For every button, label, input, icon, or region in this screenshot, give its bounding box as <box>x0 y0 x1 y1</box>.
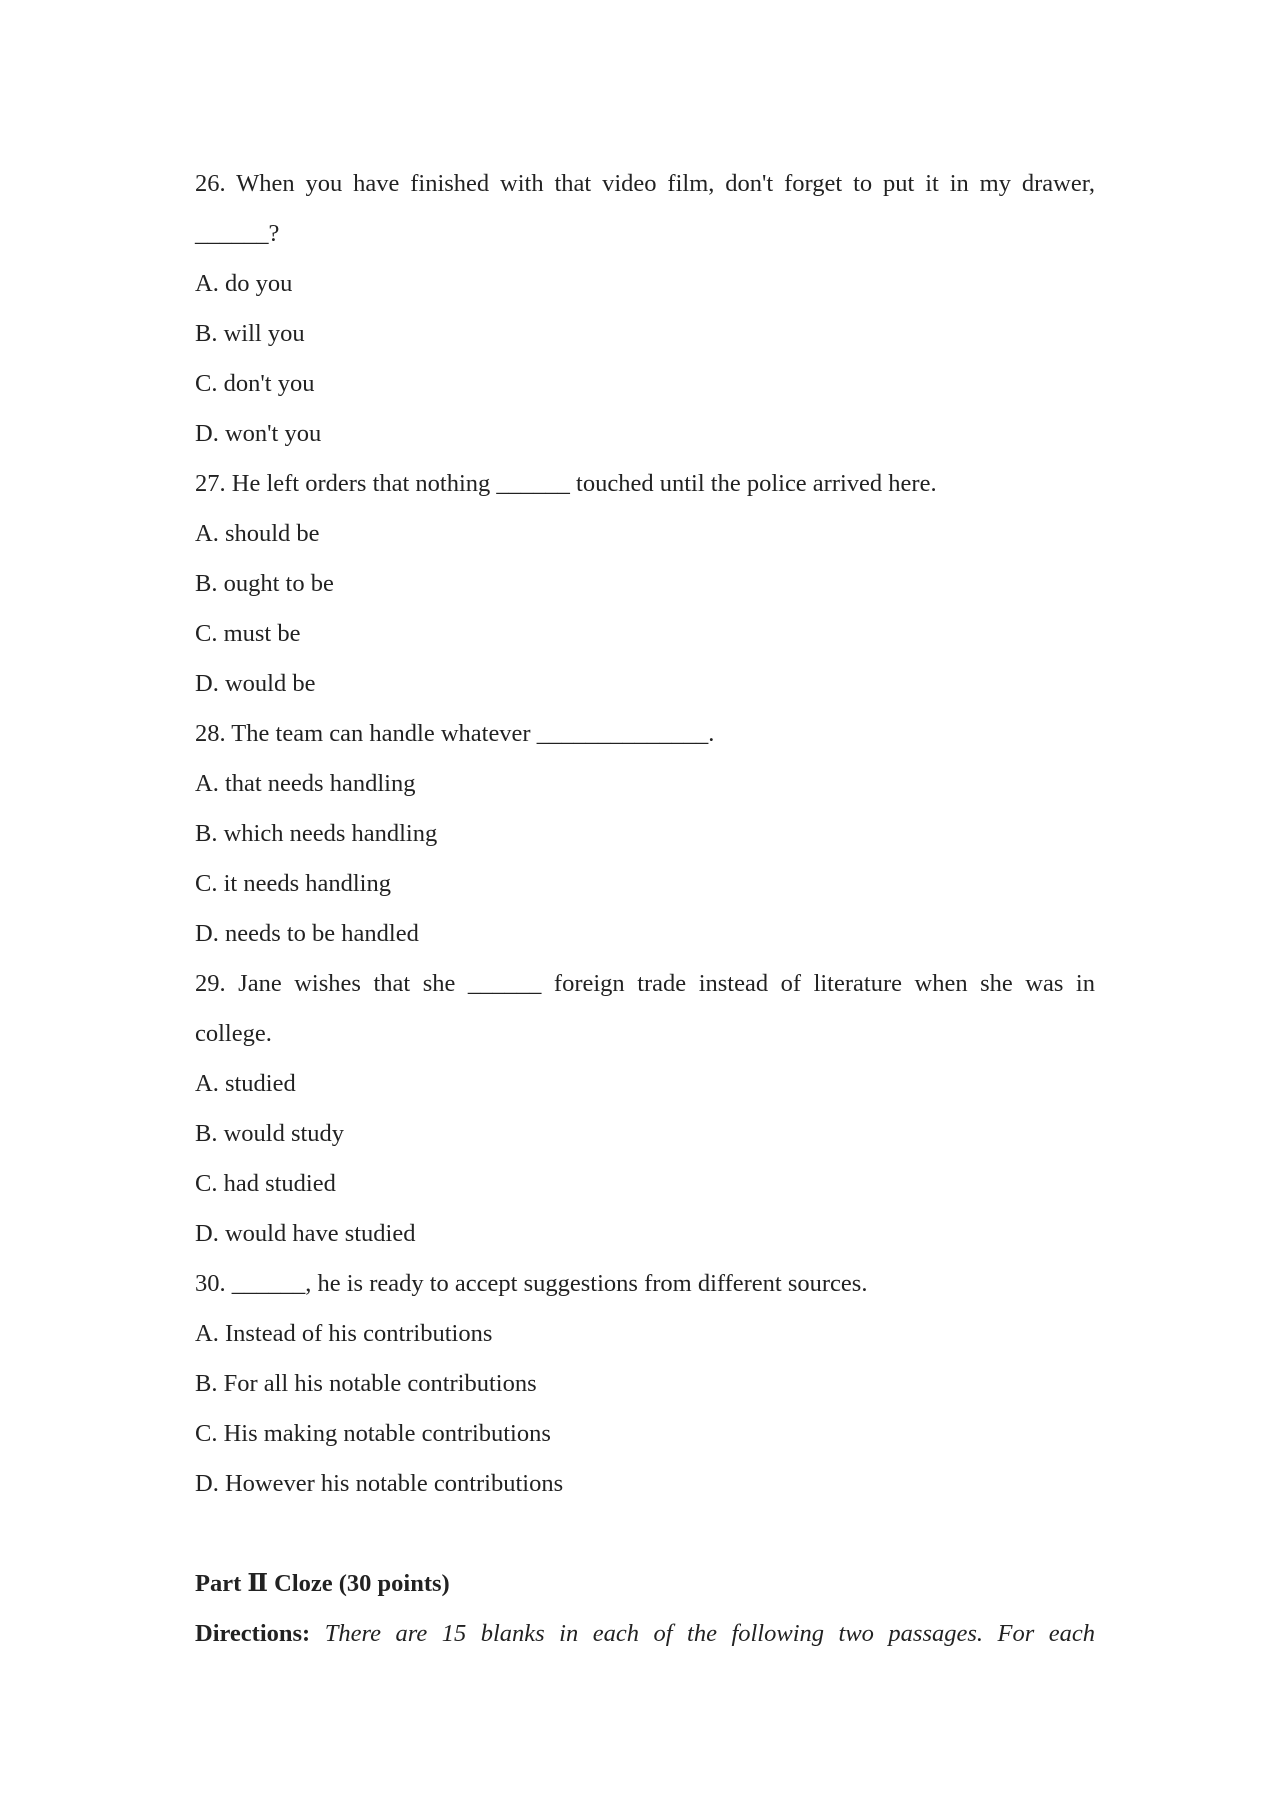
question-29-stem-continued: college. <box>195 1020 272 1047</box>
question-26-stem: 26. When you have finished with that video film, don't forget to put it in my drawer, <box>195 170 1095 197</box>
directions-label: Directions: <box>195 1620 311 1647</box>
question-30-stem: 30. ______, he is ready to accept suggestions from different sources. <box>195 1270 868 1297</box>
part-2-directions <box>195 1618 1095 1650</box>
question-28-option-c: C. it needs handling <box>195 870 391 897</box>
question-26-option-b: B. will you <box>195 320 305 347</box>
part-2-heading: Part Ⅱ Cloze (30 points) <box>195 1570 450 1597</box>
question-29-option-a: A. studied <box>195 1070 296 1097</box>
question-27-option-a: A. should be <box>195 520 320 547</box>
question-28-stem: 28. The team can handle whatever ______________. <box>195 720 715 747</box>
question-27-option-d: D. would be <box>195 670 316 697</box>
question-28-option-d: D. needs to be handled <box>195 920 419 947</box>
question-29-option-b: B. would study <box>195 1120 345 1147</box>
question-29-option-c: C. had studied <box>195 1170 336 1197</box>
question-30-option-b: B. For all his notable contributions <box>195 1370 537 1397</box>
question-28-option-b: B. which needs handling <box>195 820 438 847</box>
question-26-option-c: C. don't you <box>195 370 315 397</box>
question-27-stem: 27. He left orders that nothing ______ touched until the police arrived here. <box>195 470 937 497</box>
question-30-option-c: C. His making notable contributions <box>195 1420 551 1447</box>
question-26-option-d: D. won't you <box>195 420 322 447</box>
question-27-option-b: B. ought to be <box>195 570 334 597</box>
question-26-option-a: A. do you <box>195 270 293 297</box>
question-30-option-d: D. However his notable contributions <box>195 1470 564 1497</box>
question-26-blank: ______? <box>195 220 280 247</box>
question-27-option-c: C. must be <box>195 620 301 647</box>
directions-text: There are 15 blanks in each of the following two passages. For each <box>324 1620 1096 1647</box>
question-29-option-d: D. would have studied <box>195 1220 416 1247</box>
question-28-option-a: A. that needs handling <box>195 770 416 797</box>
question-30-option-a: A. Instead of his contributions <box>195 1320 493 1347</box>
question-29-stem: 29. Jane wishes that she ______ foreign trade instead of literature when she was in <box>195 970 1095 997</box>
